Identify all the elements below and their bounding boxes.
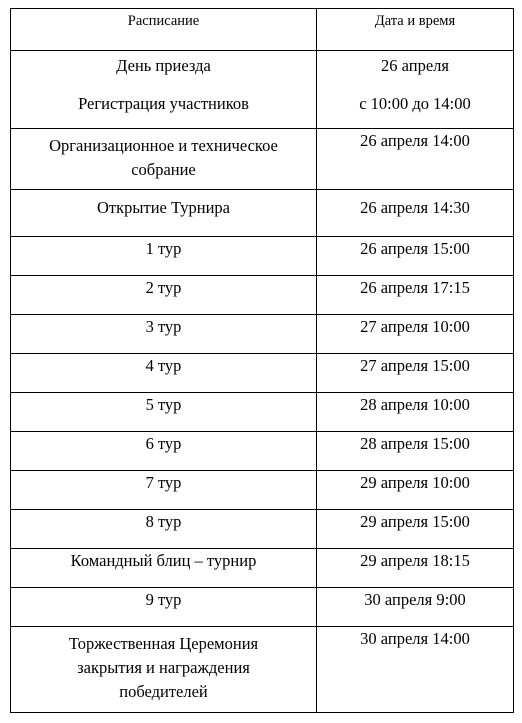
date-cell: 29 апреля 10:00	[317, 471, 514, 510]
date-cell: 27 апреля 15:00	[317, 354, 514, 393]
table-row	[11, 190, 514, 237]
schedule-document	[10, 8, 513, 713]
date-cell: 29 апреля 15:00	[317, 510, 514, 549]
table-row	[11, 549, 514, 588]
event-cell	[11, 129, 317, 190]
event-line: закрытия и награждения	[77, 658, 250, 677]
event-cell: 9 тур	[11, 588, 317, 627]
event-cell: 3 тур	[11, 315, 317, 354]
date-cell: 28 апреля 15:00	[317, 432, 514, 471]
event-line: День приезда	[116, 56, 211, 75]
table-row	[11, 432, 514, 471]
date-cell: 30 апреля 14:00	[317, 627, 514, 713]
event-cell: Открытие Турнира	[11, 190, 317, 237]
table-row	[11, 471, 514, 510]
event-line: собрание	[131, 160, 196, 179]
table-row	[11, 588, 514, 627]
event-line: Регистрация участников	[78, 94, 249, 113]
event-cell: Командный блиц – турнир	[11, 549, 317, 588]
event-cell	[11, 51, 317, 129]
table-row	[11, 315, 514, 354]
date-cell: 26 апреля 14:00	[317, 129, 514, 190]
table-header-row	[11, 9, 514, 51]
header-date: Дата и время	[317, 9, 514, 51]
event-cell: 1 тур	[11, 237, 317, 276]
date-cell: 26 апреля 14:30	[317, 190, 514, 237]
event-cell: 5 тур	[11, 393, 317, 432]
date-line: с 10:00 до 14:00	[359, 94, 471, 113]
table-row	[11, 393, 514, 432]
schedule-table	[10, 8, 514, 713]
table-row	[11, 237, 514, 276]
event-cell: 6 тур	[11, 432, 317, 471]
event-cell: 7 тур	[11, 471, 317, 510]
date-cell: 26 апреля 17:15	[317, 276, 514, 315]
table-row	[11, 51, 514, 129]
event-line: Торжественная Церемония	[68, 634, 259, 653]
date-cell	[317, 51, 514, 129]
table-row	[11, 627, 514, 713]
event-cell: 4 тур	[11, 354, 317, 393]
date-cell: 28 апреля 10:00	[317, 393, 514, 432]
event-cell: 8 тур	[11, 510, 317, 549]
event-cell	[11, 627, 317, 713]
table-row	[11, 129, 514, 190]
event-line: победителей	[119, 682, 208, 701]
date-cell: 27 апреля 10:00	[317, 315, 514, 354]
event-line: Организационное и техническое	[49, 136, 278, 155]
table-row	[11, 510, 514, 549]
date-line: 26 апреля	[381, 56, 449, 75]
header-event: Расписание	[11, 9, 317, 51]
event-cell: 2 тур	[11, 276, 317, 315]
table-row	[11, 354, 514, 393]
table-row	[11, 276, 514, 315]
date-cell: 26 апреля 15:00	[317, 237, 514, 276]
date-cell: 29 апреля 18:15	[317, 549, 514, 588]
date-cell: 30 апреля 9:00	[317, 588, 514, 627]
